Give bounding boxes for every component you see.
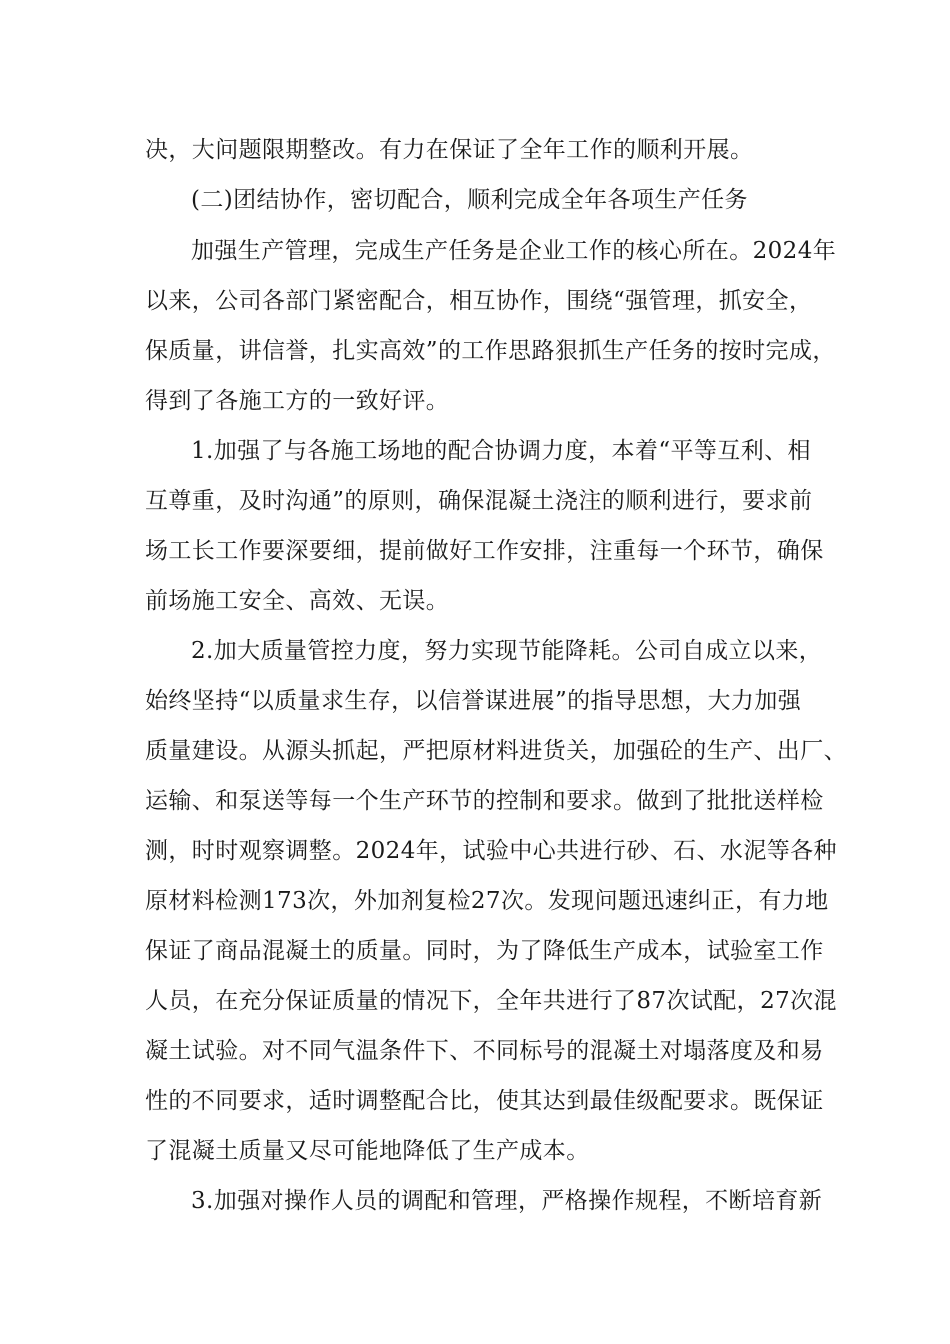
- text-line: 始终坚持“以质量求生存，以信誉谋进展”的指导思想，大力加强: [145, 688, 802, 714]
- text-line: 保质量，讲信誉，扎实高效”的工作思路狠抓生产任务的按时完成，: [145, 338, 836, 364]
- text-line: 决，大问题限期整改。有力在保证了全年工作的顺利开展。: [145, 137, 754, 163]
- text-line: 原材料检测173次，外加剂复检27次。发现问题迅速纠正，有力地: [145, 888, 829, 914]
- text-line: 3.加强对操作人员的调配和管理，严格操作规程，不断培育新: [191, 1188, 823, 1214]
- text-line: 1.加强了与各施工场地的配合协调力度，本着“平等互利、相: [191, 438, 811, 464]
- text-line: 前场施工安全、高效、无误。: [145, 588, 450, 614]
- text-line: 质量建设。从源头抓起，严把原材料进货关，加强砼的生产、出厂、: [145, 738, 847, 764]
- section-heading: (二)团结协作，密切配合，顺利完成全年各项生产任务: [191, 187, 748, 213]
- text-line: 场工长工作要深要细，提前做好工作安排，注重每一个环节，确保: [145, 538, 824, 564]
- text-line: 性的不同要求，适时调整配合比，使其达到最佳级配要求。既保证: [145, 1088, 824, 1114]
- text-line: 2.加大质量管控力度，努力实现节能降耗。公司自成立以来，: [191, 638, 823, 664]
- text-line: 以来，公司各部门紧密配合，相互协作，围绕“强管理，抓安全，: [145, 288, 813, 314]
- text-line: 测，时时观察调整。2024年，试验中心共进行砂、石、水泥等各种: [145, 838, 837, 864]
- text-line: 凝土试验。对不同气温条件下、不同标号的混凝土对塌落度及和易: [145, 1038, 824, 1064]
- text-line: 得到了各施工方的一致好评。: [145, 388, 450, 414]
- text-line: 运输、和泵送等每一个生产环节的控制和要求。做到了批批送样检: [145, 788, 824, 814]
- text-line: 互尊重，及时沟通”的原则，确保混凝土浇注的顺利进行，要求前: [145, 488, 813, 514]
- text-line: 加强生产管理，完成生产任务是企业工作的核心所在。2024年: [191, 238, 837, 264]
- text-line: 了混凝土质量又尽可能地降低了生产成本。: [145, 1138, 590, 1164]
- text-line: 保证了商品混凝土的质量。同时，为了降低生产成本，试验室工作: [145, 938, 824, 964]
- text-line: 人员，在充分保证质量的情况下，全年共进行了87次试配，27次混: [145, 988, 837, 1014]
